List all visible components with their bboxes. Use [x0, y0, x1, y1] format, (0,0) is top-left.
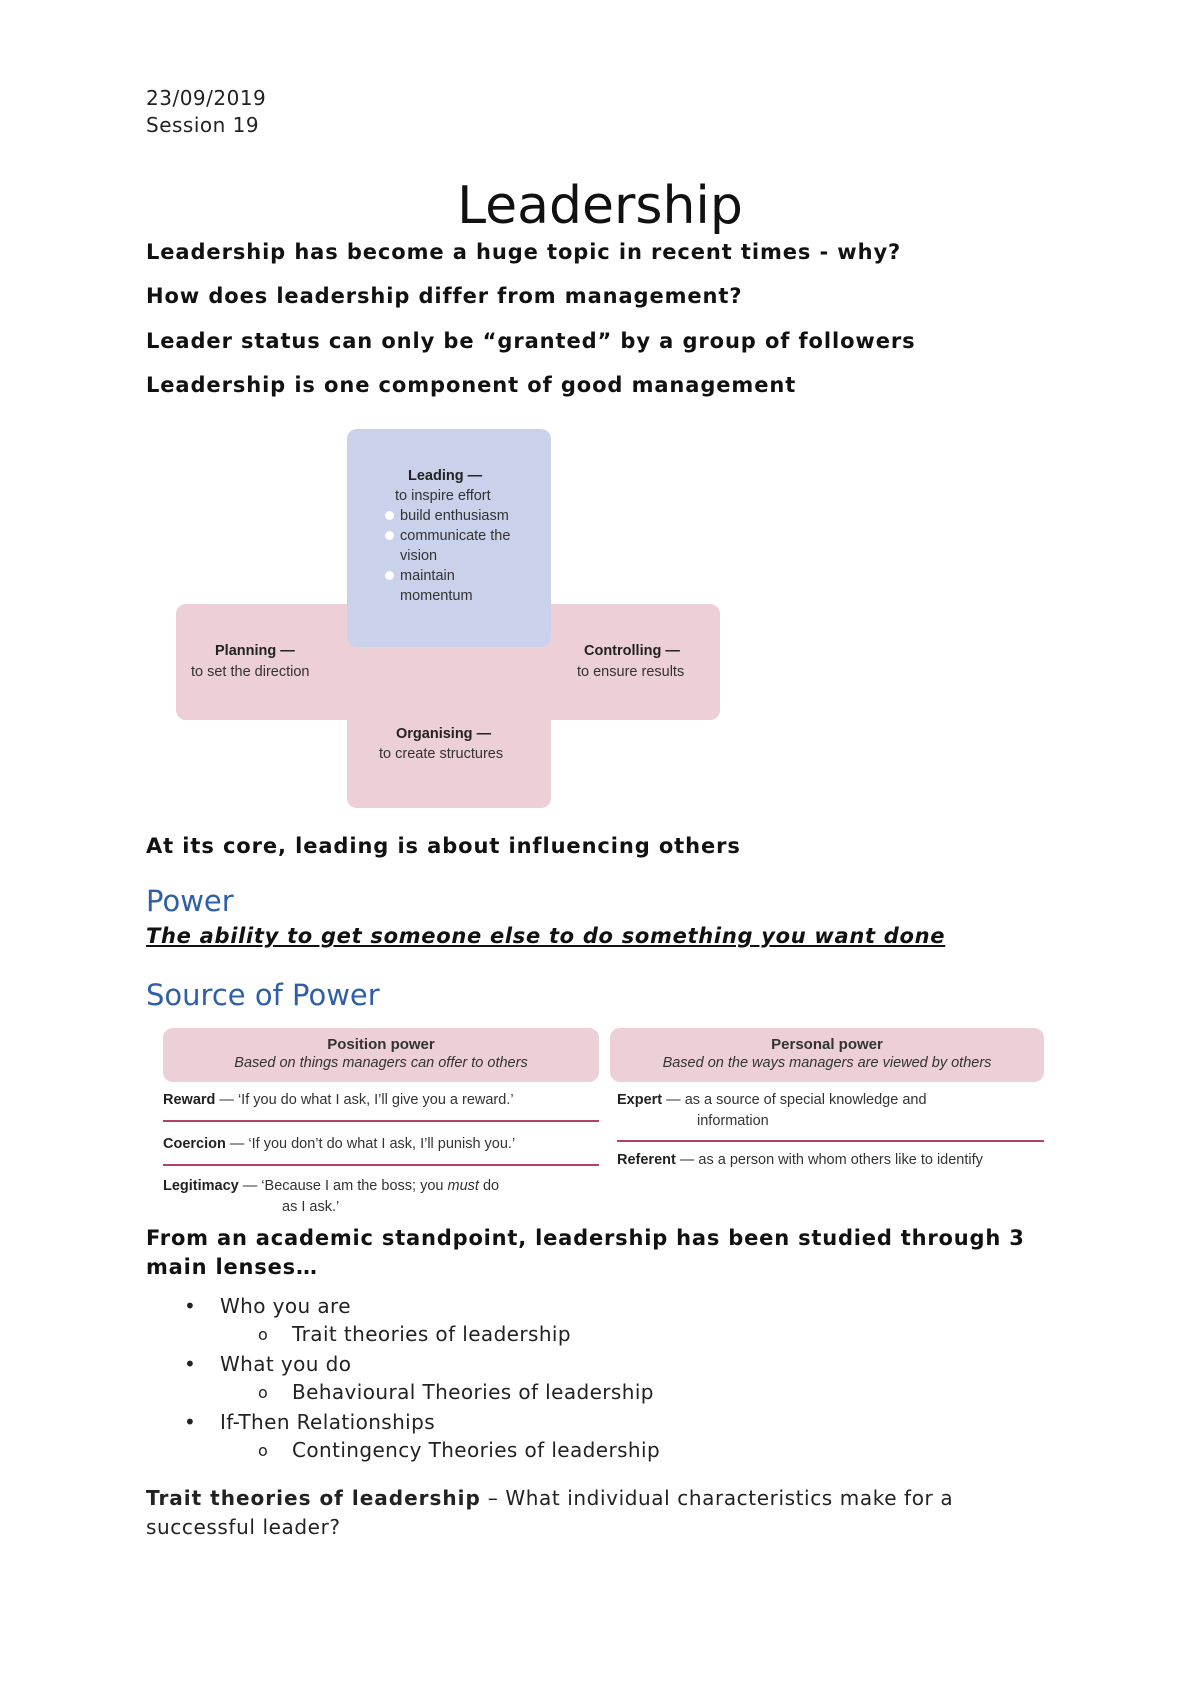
row-divider: [163, 1120, 599, 1122]
row-divider: [617, 1140, 1044, 1142]
legitimacy-row: Legitimacy — ‘Because I am the boss; you must do: [163, 1178, 500, 1194]
controlling-title: Controlling —: [584, 643, 680, 659]
personal-power-title: Personal power: [771, 1036, 883, 1053]
personal-power-subtitle: Based on the ways managers are viewed by others: [662, 1055, 992, 1071]
organising-subtitle: to create structures: [379, 746, 504, 762]
lenses-paragraph: From an academic standpoint, leadership has been studied through 3 main lenses…: [146, 1226, 1025, 1279]
list-item: • Who you are: [220, 1294, 351, 1318]
core-statement: At its core, leading is about influencing others: [146, 834, 741, 858]
legitimacy-continuation: as I ask.’: [282, 1199, 340, 1215]
list-subitem: o Trait theories of leadership: [292, 1322, 571, 1346]
leading-bullet: communicate the vision: [385, 526, 535, 566]
leading-title: Leading —: [408, 468, 483, 484]
reward-row: Reward — ‘If you do what I ask, I’ll give you a reward.’: [163, 1092, 514, 1108]
power-definition: The ability to get someone else to do something you want done: [146, 924, 946, 948]
planning-title: Planning —: [215, 643, 295, 659]
leading-subtitle: to inspire effort: [395, 488, 491, 504]
leading-bullet: build enthusiasm: [385, 506, 535, 526]
organising-title: Organising —: [396, 726, 492, 742]
lenses-list: [0, 1294, 1200, 1474]
list-item: • If-Then Relationships: [220, 1410, 435, 1434]
position-power-header: [163, 1028, 599, 1082]
list-subitem: o Contingency Theories of leadership: [292, 1438, 660, 1462]
page-title: Leadership: [457, 176, 743, 236]
leading-bullet: maintain momentum: [385, 566, 535, 606]
position-power-subtitle: Based on things managers can offer to others: [234, 1055, 528, 1071]
referent-row: Referent — as a person with whom others like to identify: [617, 1152, 983, 1168]
intro-line-3: Leader status can only be “granted” by a group of followers: [146, 329, 916, 353]
list-item: • What you do: [220, 1352, 351, 1376]
trait-theories-text: – What individual characteristics make for a successful leader?: [146, 1486, 954, 1539]
personal-power-header: [610, 1028, 1044, 1082]
planning-subtitle: to set the direction: [191, 664, 310, 680]
position-power-title: Position power: [327, 1036, 435, 1053]
expert-row: Expert — as a source of special knowledge and: [617, 1092, 927, 1108]
session-label: Session 19: [146, 113, 260, 137]
intro-line-4: Leadership is one component of good management: [146, 373, 797, 397]
power-heading: Power: [146, 884, 234, 918]
source-of-power-heading: Source of Power: [146, 978, 380, 1012]
controlling-subtitle: to ensure results: [577, 664, 685, 680]
date: 23/09/2019: [146, 86, 267, 110]
intro-line-1: Leadership has become a huge topic in recent times - why?: [146, 240, 902, 264]
intro-line-2: How does leadership differ from management?: [146, 284, 743, 308]
row-divider: [163, 1164, 599, 1166]
trait-theories-term: Trait theories of leadership: [146, 1486, 481, 1510]
expert-continuation: information: [697, 1113, 769, 1129]
coercion-row: Coercion — ‘If you don’t do what I ask, I’ll punish you.’: [163, 1136, 516, 1152]
trait-theories-paragraph: [146, 1484, 1046, 1542]
list-subitem: o Behavioural Theories of leadership: [292, 1380, 654, 1404]
